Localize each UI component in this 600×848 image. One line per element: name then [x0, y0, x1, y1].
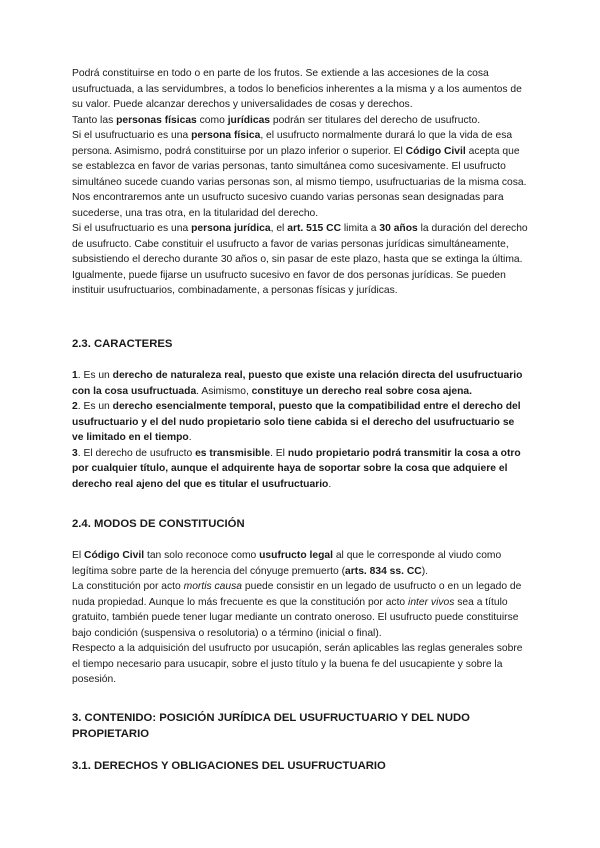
- text-run: . El: [270, 447, 288, 459]
- paragraph-constitucion-actos: [72, 579, 528, 641]
- heading-contenido: 3. CONTENIDO: POSICIÓN JURÍDICA DEL USUFRUCTUARIO Y DEL NUDO PROPIETARIO: [72, 712, 470, 740]
- bold-run: nudo propietario podrá transmitir la cosa a otro por cualquier título, aunque el adquirente haya de soportar sobre la cosa que adquiere el derecho real ajeno del que es titular el usufructuario: [72, 447, 521, 490]
- text-run: Podrá constituirse en todo o en parte de los frutos. Se extiende a las accesiones de la cosa usufructuada, a las servidumbres, a todos lo beneficios inherentes a la misma y a los aumentos de su valor. Puede alcanzar derechos y universalidades de cosas y derechos.: [72, 68, 522, 110]
- text-run: ).: [421, 565, 429, 577]
- caracter-item-1: [72, 368, 528, 399]
- caracteres-section: [72, 368, 528, 492]
- text-run: como: [196, 114, 228, 126]
- paragraph-usufructo-legal: [72, 548, 528, 579]
- bold-run: es transmisible: [195, 447, 271, 459]
- bold-run: derecho de naturaleza real, puesto que existe una relación directa del usufructuario con la cosa usufructuada: [72, 370, 523, 397]
- paragraph-persona-juridica: [72, 221, 528, 299]
- paragraph-usucapion: [72, 641, 528, 688]
- heading-modos-constitucion: 2.4. MODOS DE CONSTITUCIÓN: [72, 518, 245, 530]
- paragraph-frutos: [72, 66, 528, 113]
- bold-run: personas físicas: [116, 114, 197, 126]
- text-run: tan solo reconoce como: [144, 550, 260, 561]
- text-run: . Es un: [77, 370, 113, 381]
- text-run: . Es un: [77, 401, 113, 412]
- usufruct-scope-section: [72, 66, 528, 299]
- text-run: sea a título gratuito, también puede tener lugar mediante un contrato oneroso. El usufructo puede constituirse bajo condición (suspensiva o resolutoria) o a término (inicial o final).: [72, 596, 519, 639]
- text-run: Si el usufructuario es una: [72, 130, 192, 141]
- text-run: Respecto a la adquisición del usufructo por usucapión, serán aplicables las reglas generales sobre el tiempo necesario para usucapir, sobre el justo título y la buena fe del usucapiente y sobre la posesión.: [72, 643, 523, 685]
- heading-derechos-obligaciones: 3.1. DERECHOS Y OBLIGACIONES DEL USUFRUCTUARIO: [72, 760, 386, 772]
- modos-section: [72, 548, 528, 688]
- bold-run: persona física: [191, 130, 261, 141]
- bold-run: arts. 834 ss. CC: [345, 565, 422, 577]
- bold-run: constituye un derecho real sobre cosa ajena.: [251, 385, 472, 397]
- bold-run: derecho esencialmente temporal, puesto que la compatibilidad entre el derecho del usufructuario y el del nudo propietario solo tiene cabida si el derecho del usufructuario se ve limitado en el tiempo: [72, 401, 521, 443]
- bold-run: Código Civil: [84, 550, 145, 561]
- text-run: acepta que se establezca en favor de varias personas, tanto simultánea como sucesivamente. El usufructo simultáneo sucede cuando varias personas son, al mismo tiempo, usufructuarias de la misma cosa. Nos encontraremos ante un usufructo sucesivo cuando varias personas sean designadas para sucederse, una tras otra, en la titularidad del derecho.: [72, 145, 527, 219]
- italic-run: inter vivos: [408, 596, 455, 608]
- text-run: Si el usufructuario es una: [72, 223, 192, 234]
- bold-run: jurídicas: [227, 114, 271, 126]
- bold-run: persona jurídica: [191, 223, 271, 234]
- text-run: la duración del derecho de usufructo. Cabe constituir el usufructo a favor de varias personas jurídicas simultáneamente, subsistiendo el derecho durante 30 años o, sin pasar de este plazo, hasta que se extinga la última. Igualmente, puede fijarse un usufructo sucesivo en favor de dos personas jurídicas. Se pueden instituir usufructuarios, combinadamente, a personas físicas y jurídicas.: [72, 223, 528, 296]
- bold-run: 1: [72, 370, 78, 381]
- text-run: , el usufructo normalmente durará lo que la vida de esa persona. Asimismo, podrá constituirse por un plazo inferior o superior. El: [72, 130, 513, 157]
- bold-run: 2: [72, 401, 78, 412]
- text-run: Tanto las: [72, 114, 117, 126]
- caracter-item-2: [72, 399, 528, 446]
- text-run: . El derecho de usufructo: [77, 447, 196, 459]
- bold-run: 30 años: [379, 223, 418, 234]
- bold-run: usufructo legal: [259, 550, 333, 561]
- text-run: . Asimismo,: [196, 385, 252, 397]
- text-run: podrán ser titulares del derecho de usufructo.: [270, 114, 481, 126]
- text-run: .: [328, 478, 332, 490]
- italic-run: mortis causa: [183, 581, 242, 592]
- bold-run: Código Civil: [405, 145, 466, 157]
- bold-run: 3: [72, 447, 78, 459]
- heading-caracteres: 2.3. CARACTERES: [72, 338, 173, 350]
- text-run: al que le corresponde al viudo como legítima sobre parte de la herencia del cónyuge premuerto (: [72, 550, 502, 577]
- text-run: limita a: [341, 223, 380, 234]
- bold-run: art. 515 CC: [287, 223, 342, 234]
- text-run: puede consistir en un legado de usufructo o en un legado de nuda propiedad. Aunque lo más frecuente es que la constitución por acto: [72, 581, 522, 608]
- text-run: .: [188, 432, 192, 443]
- caracter-item-3: [72, 446, 528, 493]
- paragraph-titulares: [72, 113, 528, 129]
- text-run: , el: [270, 223, 288, 234]
- paragraph-persona-fisica: [72, 128, 528, 221]
- text-run: La constitución por acto: [72, 581, 184, 592]
- text-run: El: [72, 550, 85, 561]
